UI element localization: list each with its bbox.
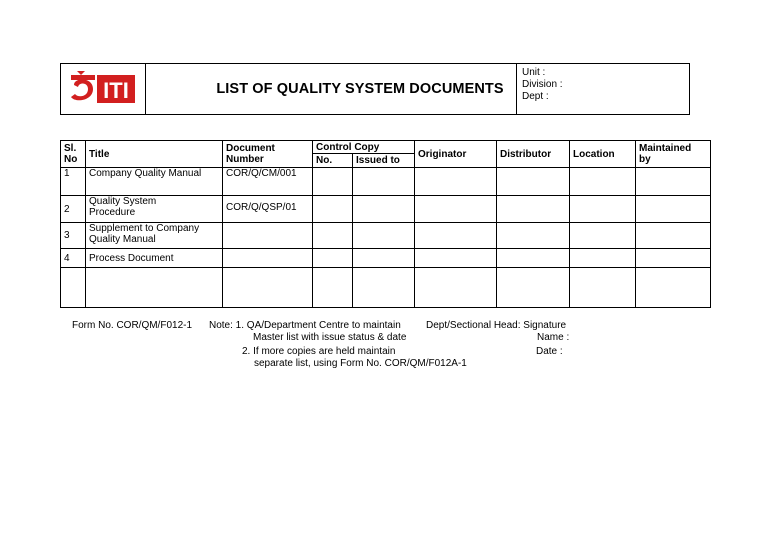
row-title: Supplement to Company Quality Manual bbox=[86, 223, 223, 249]
note-1-line-1: Note: 1. QA/Department Centre to maintain bbox=[209, 320, 401, 331]
iti-logo bbox=[65, 67, 139, 109]
header-originator: Originator bbox=[415, 141, 497, 168]
row-title: Process Document bbox=[86, 249, 223, 268]
division-label: Division : bbox=[522, 79, 563, 90]
table-row bbox=[61, 196, 711, 223]
title-cell bbox=[145, 64, 575, 114]
documents-table bbox=[60, 140, 711, 308]
date-label: Date : bbox=[536, 346, 563, 357]
row-sl: 1 bbox=[61, 168, 86, 196]
row-title: Company Quality Manual bbox=[86, 168, 223, 196]
note-2-line-2: separate list, using Form No. COR/QM/F012A-1 bbox=[254, 358, 467, 369]
form-number: Form No. COR/QM/F012-1 bbox=[72, 320, 193, 331]
header-control-copy: Control Copy bbox=[313, 141, 415, 154]
table-row-empty bbox=[61, 268, 711, 308]
row-sl: 4 bbox=[61, 249, 86, 268]
row-sl: 3 bbox=[61, 223, 86, 249]
note-1-line-2: Master list with issue status & date bbox=[253, 332, 407, 343]
header-distributor: Distributor bbox=[497, 141, 570, 168]
header-document-number: Document Number bbox=[223, 141, 313, 168]
logo-cell bbox=[61, 64, 146, 114]
row-doc-number: COR/Q/CM/001 bbox=[223, 168, 313, 196]
note-2-line-1: 2. If more copies are held maintain bbox=[242, 346, 396, 357]
table-row bbox=[61, 223, 711, 249]
row-sl: 2 bbox=[61, 196, 86, 223]
logo-text: ITI bbox=[103, 78, 129, 103]
document-title: LIST OF QUALITY SYSTEM DOCUMENTS bbox=[216, 81, 504, 97]
table-row bbox=[61, 249, 711, 268]
row-title: Quality System Procedure bbox=[86, 196, 223, 223]
table-row bbox=[61, 168, 711, 196]
header-cc-issued-to: Issued to bbox=[353, 154, 415, 168]
row-doc-number: COR/Q/QSP/01 bbox=[223, 196, 313, 223]
header-cc-no: No. bbox=[313, 154, 353, 168]
row-doc-number bbox=[223, 223, 313, 249]
header-sl-no: Sl. No bbox=[61, 141, 86, 168]
unit-info-cell bbox=[516, 64, 690, 114]
header-row bbox=[61, 141, 711, 154]
document-header bbox=[60, 63, 690, 115]
name-label: Name : bbox=[537, 332, 570, 343]
unit-label: Unit : bbox=[522, 67, 546, 78]
header-location: Location bbox=[570, 141, 636, 168]
signature-label: Dept/Sectional Head: Signature bbox=[426, 320, 567, 331]
header-maintained-by: Maintained by bbox=[636, 141, 711, 168]
header-title: Title bbox=[86, 141, 223, 168]
row-doc-number bbox=[223, 249, 313, 268]
dept-label: Dept : bbox=[522, 91, 549, 102]
